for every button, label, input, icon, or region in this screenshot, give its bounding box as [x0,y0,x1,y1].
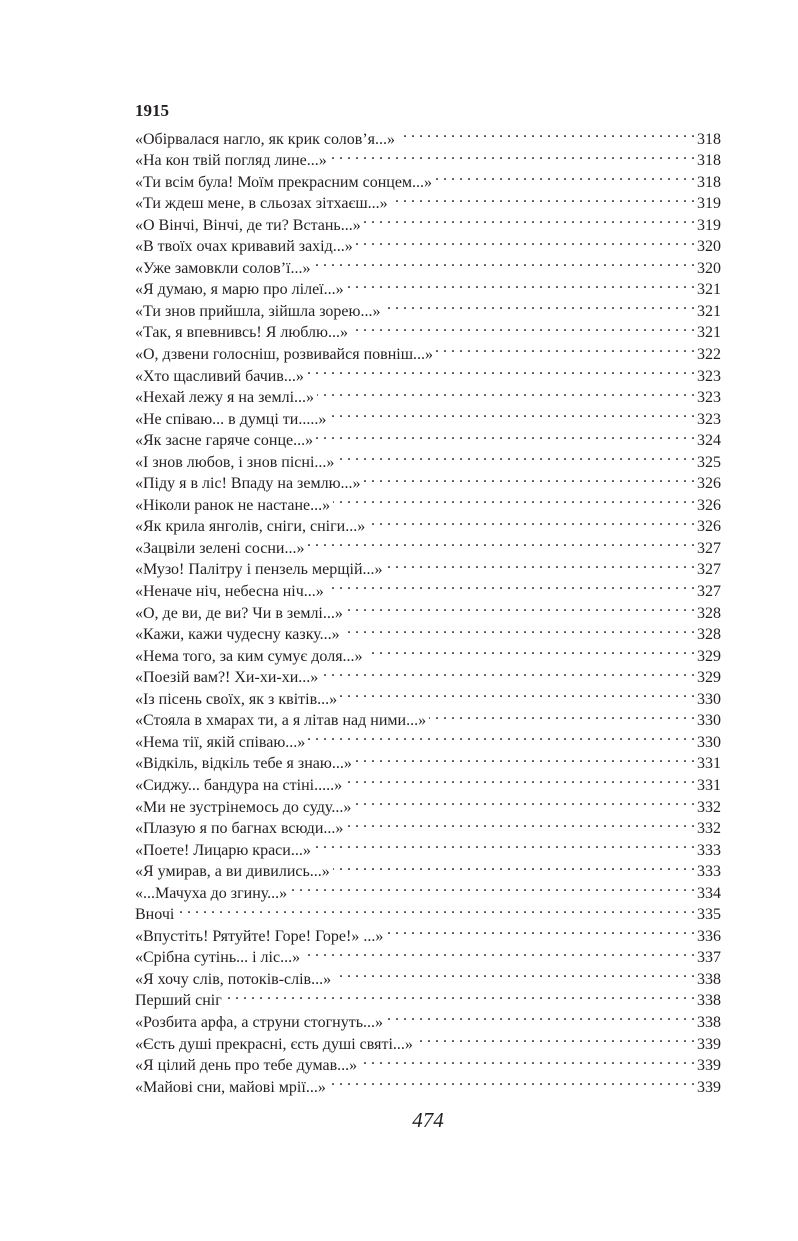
toc-entry-page: 320 [697,238,721,256]
toc-entry-page: 319 [697,216,721,234]
toc-entry-title: «Неначе ніч, небесна ніч...» [135,583,324,601]
toc-entry [135,898,721,924]
section-year-heading: 1915 [135,101,169,120]
toc-entry-page: 335 [697,906,721,924]
dot-leader [386,919,695,941]
toc-entry-title: «І знов любов, і знов пісні...» [135,453,335,471]
dot-leader [383,294,695,316]
toc-entry-page: 319 [697,195,721,213]
toc-entry-title: «Впустіть! Рятуйте! Горе! Горе!» ...» [135,927,384,945]
toc-entry-page: 337 [697,949,721,967]
toc-entry-page: 326 [697,518,721,536]
dot-leader [347,273,695,295]
toc-entry-title: «Як крила янголів, сніги, сніги...» [135,518,366,536]
toc-entry-title: «Поете! Лицарю краси...» [135,841,311,859]
toc-entry-title: «Срібна сутінь... і ліс...» [135,949,301,967]
dot-leader [364,208,695,230]
toc-entry-page: 333 [697,841,721,859]
toc-entry-title: «Відкіль, відкіль тебе я знаю...» [135,755,352,773]
dot-leader [303,941,695,963]
toc-entry-title: «Ти всім була! Моїм прекрасним сонцем...» [135,173,433,191]
toc-entry-title: «Поезій вам?! Хи-хи-хи...» [135,669,319,687]
toc-entry-page: 326 [697,475,721,493]
toc-entry-page: 323 [697,367,721,385]
toc-entry-page: 329 [697,669,721,687]
dot-leader [436,337,695,359]
toc-entry-page: 334 [697,884,721,902]
toc-entry-page: 318 [697,173,721,191]
dot-leader [321,661,695,683]
toc-entry-page: 324 [697,432,721,450]
toc-entry-title: «В твоїх очах кривавий захід...» [135,238,353,256]
dot-leader [356,230,695,252]
toc-entry-page: 339 [697,1035,721,1053]
dot-leader [346,812,695,834]
dot-leader [360,1049,695,1071]
toc-entry-page: 338 [697,1013,721,1031]
dot-leader [340,682,695,704]
toc-entry-title: «Так, я впевнивсь! Я люблю...» [135,324,348,342]
toc-entry-title: «Як засне гаряче сонце...» [135,432,314,450]
toc-entry-page: 320 [697,259,721,277]
table-of-contents [135,100,721,1096]
toc-entry-title: «Не співаю... в думці ти.....» [135,410,327,428]
toc-entry-title: «О, де ви, де ви? Чи в землі...» [135,604,343,622]
toc-entry-page: 330 [697,690,721,708]
toc-entry-title: «Єсть душі прекрасні, єсть душі святі...» [135,1035,413,1053]
dot-leader [317,381,695,403]
toc-entry-page: 330 [697,733,721,751]
toc-entry-page: 323 [697,410,721,428]
dot-leader [337,445,695,467]
toc-entry-page: 321 [697,302,721,320]
dot-leader [398,122,695,144]
toc-entry-page: 318 [697,130,721,148]
toc-entry-page: 327 [697,561,721,579]
toc-entry-title: «Ти знов прийшла, зійшла зорею...» [135,302,381,320]
toc-entry-page: 330 [697,712,721,730]
toc-entry-title: «Плазую я по багнах всюди...» [135,820,344,838]
dot-leader [177,898,695,920]
toc-entry-title: «Уже замовкли солов’ї...» [135,259,311,277]
toc-entry-title: «Нехай лежу я на землі...» [135,389,315,407]
toc-entry-title: «Нема тії, якій співаю...» [135,733,306,751]
toc-entry-title: «Із пісень своїх, як з квітів...» [135,690,338,708]
dot-leader [334,962,695,984]
toc-entry-title: «О Вінчі, Вінчі, де ти? Встань...» [135,216,361,234]
toc-entry-page: 339 [697,1078,721,1096]
dot-leader [314,833,695,855]
dot-leader [364,467,695,489]
dot-leader [346,596,695,618]
toc-entry-title: Вночі [135,906,175,924]
toc-entry-page: 323 [697,389,721,407]
toc-entry-title: «Я думаю, я марю про лілеї...» [135,281,344,299]
toc-entry-page: 325 [697,453,721,471]
dot-leader [330,144,695,166]
toc-entry-title: Перший сніг [135,992,222,1010]
toc-entry-title: «Розбита арфа, а струни стогнуть...» [135,1013,383,1031]
dot-leader [307,531,695,553]
toc-entry-title: «Нема того, за ким сумує доля...» [135,647,363,665]
toc-entry-title: «Я умирав, а ви дивились...» [135,863,330,881]
toc-entry-title: «Я цілий день про тебе думав...» [135,1057,358,1075]
toc-entry-title: «Кажи, кажи чудесну казку...» [135,626,340,644]
toc-entry-page: 318 [697,152,721,170]
dot-leader [386,1005,695,1027]
toc-entry-title: «Обірвалася нагло, як крик солов’я...» [135,130,396,148]
toc-entry-page: 331 [697,755,721,773]
toc-entry-page: 331 [697,776,721,794]
toc-entry-page: 338 [697,992,721,1010]
dot-leader [329,1070,695,1092]
toc-entry-title: «Ти ждеш мене, в сльозах зітхаєш...» [135,195,388,213]
dot-leader [329,402,695,424]
toc-entry-page: 328 [697,604,721,622]
dot-leader [290,876,695,898]
toc-entry-page: 329 [697,647,721,665]
toc-entry-page: 322 [697,346,721,364]
toc-entry-title: «Я хочу слів, потоків-слів...» [135,970,332,988]
toc-entry-page: 321 [697,324,721,342]
toc-entry-title: «...Мачуха до згину...» [135,884,288,902]
toc-entry [135,919,721,945]
toc-entry-page: 338 [697,970,721,988]
toc-entry-page: 327 [697,539,721,557]
dot-leader [366,639,695,661]
toc-entry-list [135,122,721,1096]
toc-entry-page: 332 [697,798,721,816]
dot-leader [345,768,695,790]
toc-entry-title: «Ми не зустрінемось до суду...» [135,798,352,816]
dot-leader [435,165,695,187]
toc-entry-page: 328 [697,626,721,644]
dot-leader [354,790,695,812]
dot-leader [225,984,695,1006]
dot-leader [368,510,695,532]
toc-entry-title: «Сиджу... бандура на стіні.....» [135,776,343,794]
dot-leader [333,488,695,510]
toc-entry-title: «Хто щасливий бачив...» [135,367,304,385]
toc-entry-title: «Музо! Палітру і пензель мерщій...» [135,561,383,579]
toc-entry-title: «На кон твій погляд лине...» [135,152,327,170]
dot-leader [416,1027,695,1049]
dot-leader [316,424,695,446]
toc-entry-title: «О, дзвени голосніш, розвивайся повніш...» [135,346,434,364]
page-number: 474 [412,1108,444,1132]
toc-entry-page: 326 [697,496,721,514]
toc-entry-page: 339 [697,1057,721,1075]
toc-entry-title: «Ніколи ранок не настане...» [135,496,331,514]
toc-entry-page: 332 [697,820,721,838]
toc-entry [135,122,721,148]
toc-entry-title: «Зацвіли зелені сосни...» [135,539,305,557]
dot-leader [355,747,695,769]
dot-leader [327,574,695,596]
dot-leader [391,187,695,209]
toc-entry-title: «Піду я в ліс! Впаду на землю...» [135,475,361,493]
toc-entry-page: 333 [697,863,721,881]
dot-leader [307,359,695,381]
dot-leader [351,316,695,338]
dot-leader [386,553,695,575]
toc-entry-page: 321 [697,281,721,299]
dot-leader [429,704,695,726]
dot-leader [308,725,695,747]
toc-entry-page: 327 [697,583,721,601]
dot-leader [333,855,695,877]
toc-entry-page: 336 [697,927,721,945]
toc-entry-title: «Стояла в хмарах ти, а я літав над ними...» [135,712,427,730]
toc-entry-title: «Майові сни, майові мрії...» [135,1078,326,1096]
dot-leader [314,251,696,273]
dot-leader [343,618,695,640]
